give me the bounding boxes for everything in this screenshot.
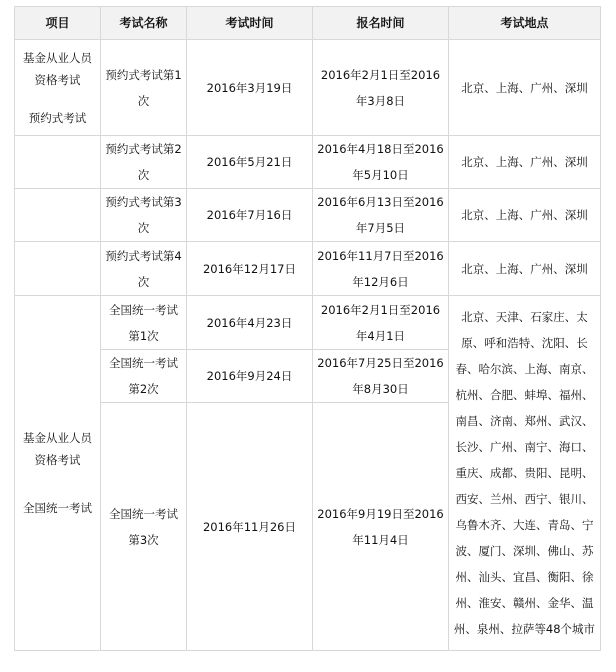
header-exam-time: 考试时间 xyxy=(187,7,313,40)
project-cell-empty xyxy=(15,242,101,296)
exam-date-cell: 2016年7月16日 xyxy=(187,189,313,242)
registration-cell: 2016年9月19日至2016年11月4日 xyxy=(313,403,449,651)
location-cell: 北京、上海、广州、深圳 xyxy=(449,40,601,136)
table-row xyxy=(15,189,601,242)
exam-name-cell: 预约式考试第2次 xyxy=(101,136,187,189)
header-exam-location: 考试地点 xyxy=(449,7,601,40)
project-subtitle: 全国统一考试 xyxy=(23,501,92,515)
project-cell-empty xyxy=(15,189,101,242)
exam-name-cell: 全国统一考试第1次 xyxy=(101,296,187,350)
project-cell-appointment xyxy=(15,40,101,136)
project-subtitle: 预约式考试 xyxy=(28,110,87,125)
table-row xyxy=(15,296,601,350)
header-row xyxy=(15,7,601,40)
exam-date-cell: 2016年12月17日 xyxy=(187,242,313,296)
location-cell-unified: 北京、天津、石家庄、太原、呼和浩特、沈阳、长春、哈尔滨、上海、南京、杭州、合肥、蚌埠、福州、南昌、济南、郑州、武汉、长沙、广州、南宁、海口、重庆、成都、贵阳、昆明、西安、兰州、西宁、银川、乌鲁木齐、大连、青岛、宁波、厦门、深圳、佛山、苏州、汕头、宜昌、衡阳、徐州、淮安、赣州、金华、温州、泉州、拉萨等48个城市 xyxy=(449,296,601,651)
registration-cell: 2016年6月13日至2016年7月5日 xyxy=(313,189,449,242)
registration-cell: 2016年11月7日至2016年12月6日 xyxy=(313,242,449,296)
exam-name-cell: 全国统一考试第2次 xyxy=(101,350,187,403)
project-title: 基金从业人员资格考试 xyxy=(23,50,92,87)
project-cell-empty xyxy=(15,136,101,189)
exam-date-cell: 2016年9月24日 xyxy=(187,350,313,403)
registration-cell: 2016年2月1日至2016年4月1日 xyxy=(313,296,449,350)
exam-date-cell: 2016年5月21日 xyxy=(187,136,313,189)
exam-date-cell: 2016年4月23日 xyxy=(187,296,313,350)
registration-cell: 2016年7月25日至2016年8月30日 xyxy=(313,350,449,403)
table-row xyxy=(15,242,601,296)
exam-schedule-table xyxy=(14,6,601,651)
registration-cell: 2016年4月18日至2016年5月10日 xyxy=(313,136,449,189)
location-cell: 北京、上海、广州、深圳 xyxy=(449,242,601,296)
exam-date-cell: 2016年11月26日 xyxy=(187,403,313,651)
exam-name-cell: 预约式考试第3次 xyxy=(101,189,187,242)
header-project: 项目 xyxy=(15,7,101,40)
exam-date-cell: 2016年3月19日 xyxy=(187,40,313,136)
table-row xyxy=(15,136,601,189)
location-cell: 北京、上海、广州、深圳 xyxy=(449,189,601,242)
project-cell-unified xyxy=(15,296,101,651)
header-registration-time: 报名时间 xyxy=(313,7,449,40)
registration-cell: 2016年2月1日至2016年3月8日 xyxy=(313,40,449,136)
project-title: 基金从业人员资格考试 xyxy=(23,431,92,467)
header-exam-name: 考试名称 xyxy=(101,7,187,40)
exam-name-cell: 预约式考试第4次 xyxy=(101,242,187,296)
table-row xyxy=(15,40,601,136)
exam-name-cell: 预约式考试第1次 xyxy=(101,40,187,136)
location-cell: 北京、上海、广州、深圳 xyxy=(449,136,601,189)
exam-name-cell: 全国统一考试第3次 xyxy=(101,403,187,651)
